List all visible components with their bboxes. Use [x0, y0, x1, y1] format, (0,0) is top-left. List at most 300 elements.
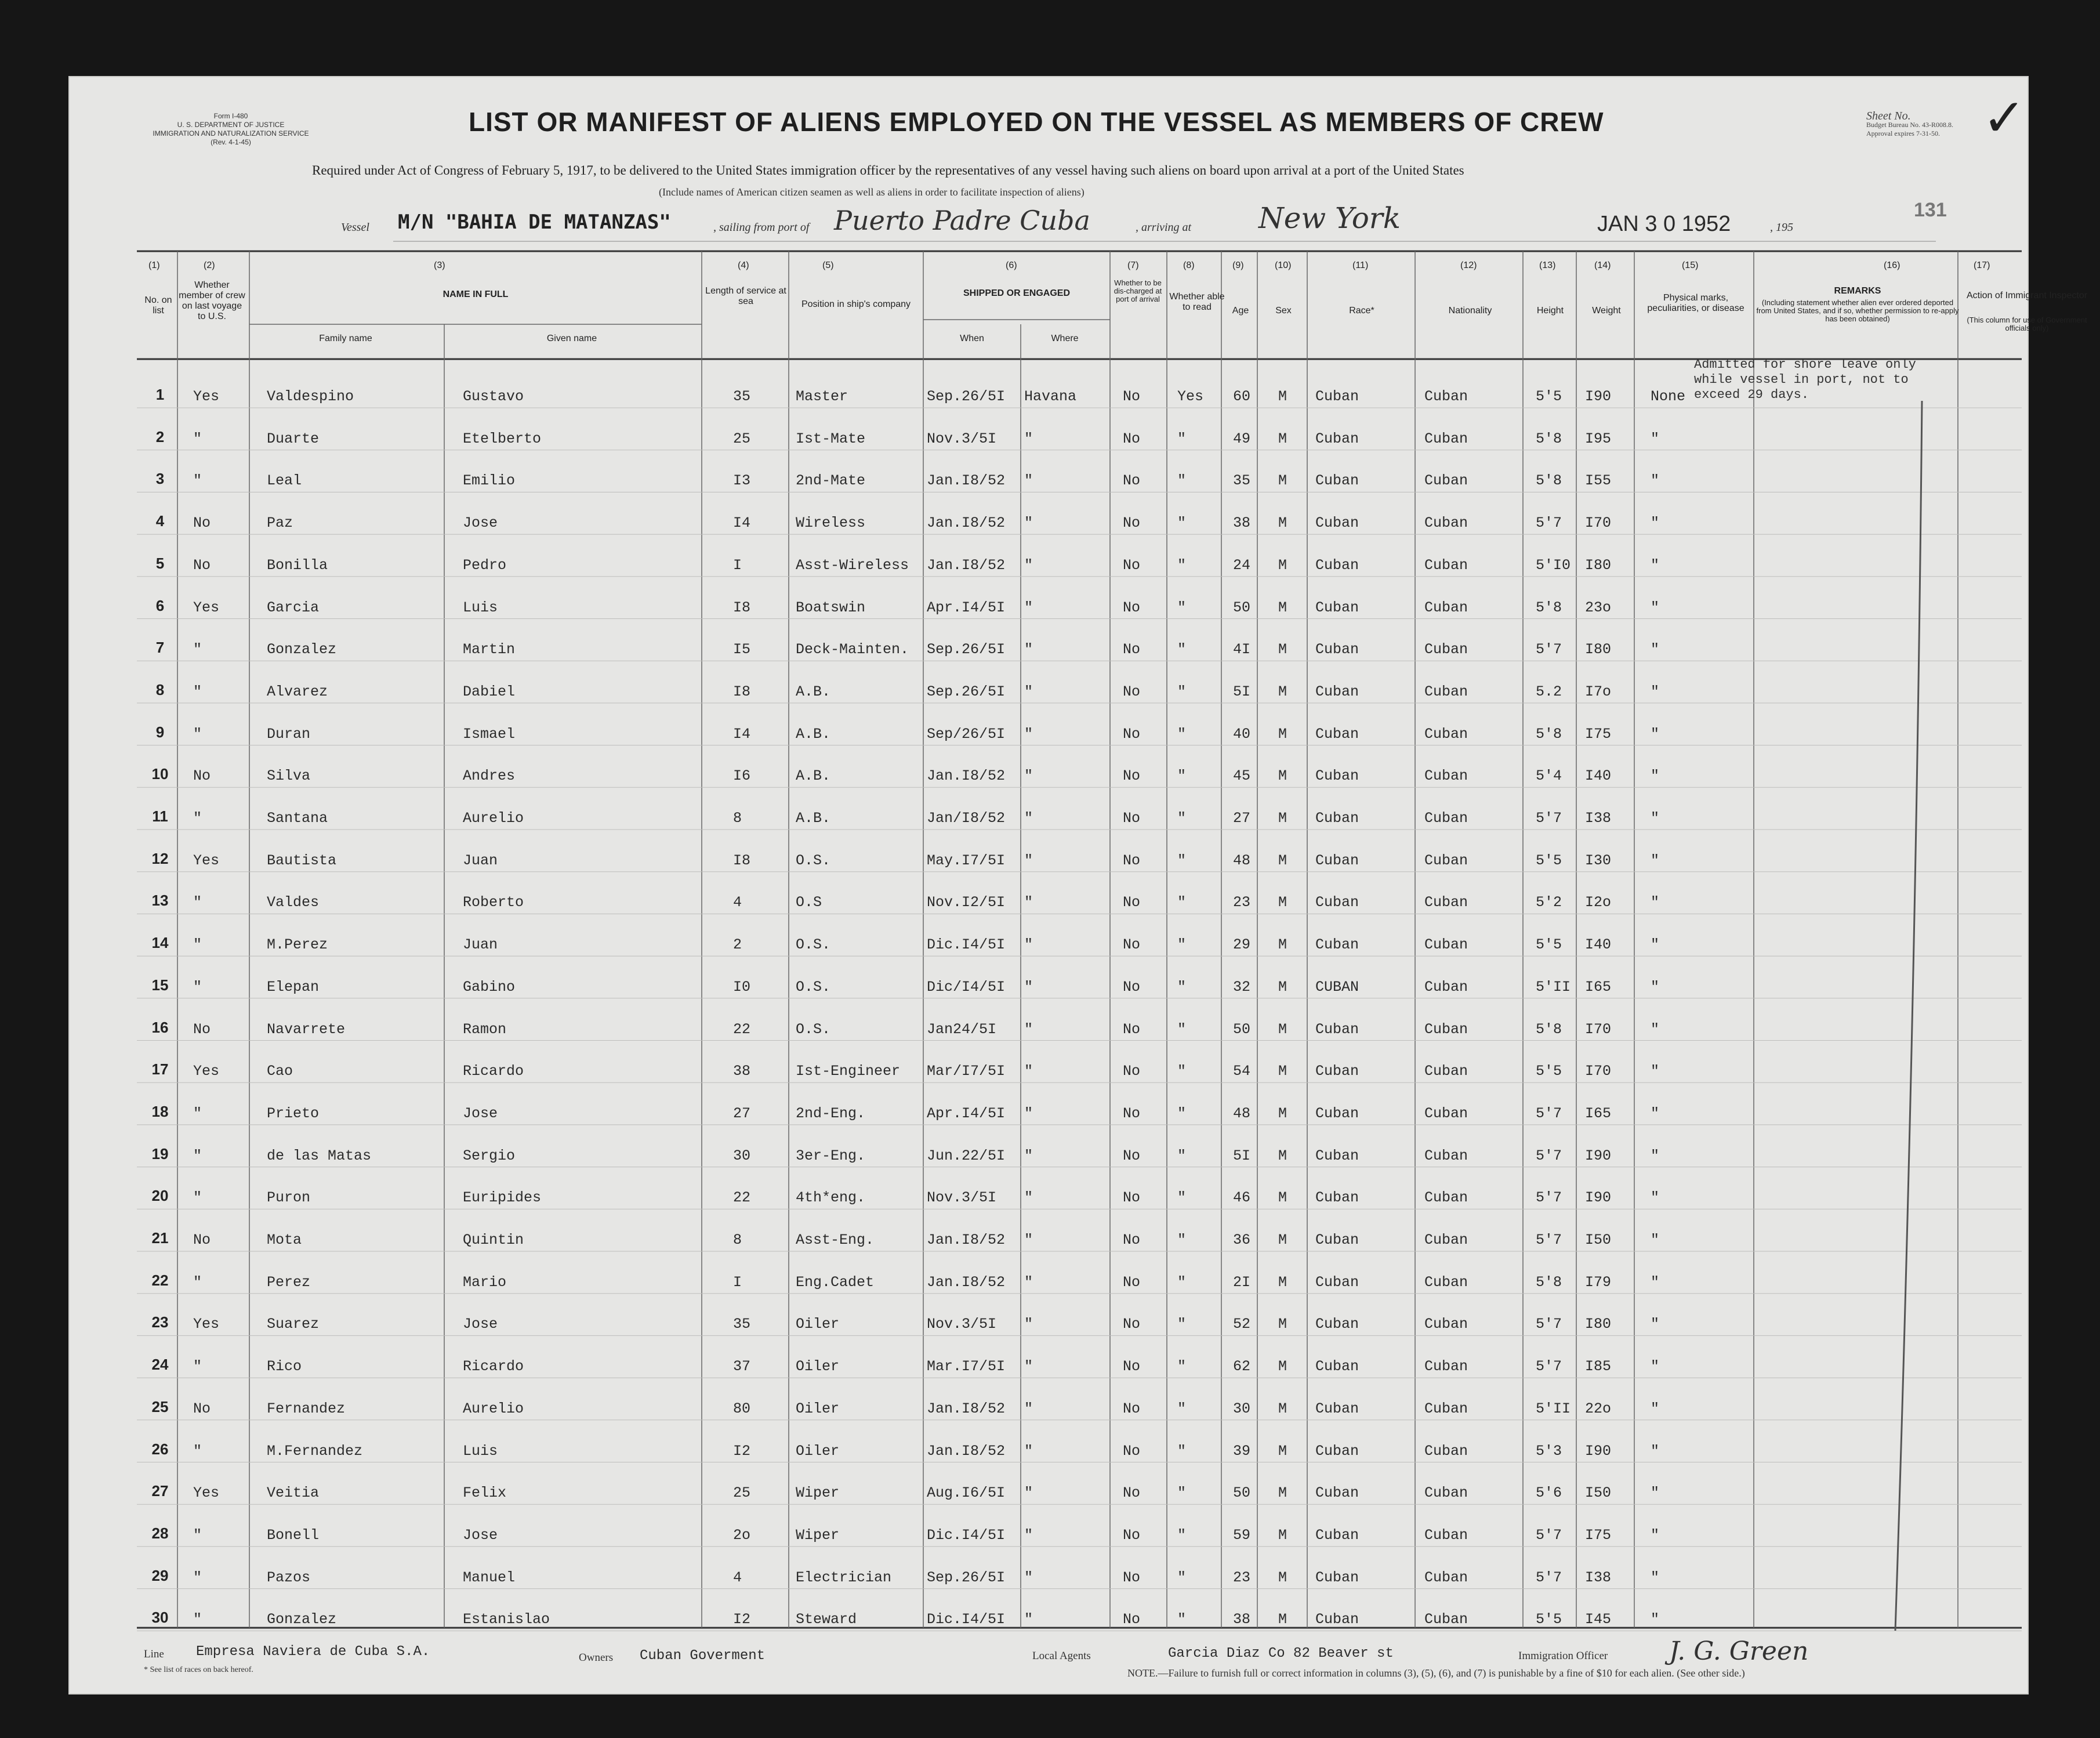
- height-cell: 5'7: [1536, 1358, 1562, 1375]
- nationality-cell: Cuban: [1424, 388, 1468, 405]
- header-able-to-read: Whether able to read: [1169, 292, 1225, 312]
- row-number: 5: [155, 554, 165, 572]
- shipped-where-cell: ": [1024, 1147, 1033, 1164]
- last-voyage-cell: ": [193, 1611, 202, 1628]
- family-name-cell: Paz: [267, 515, 293, 532]
- sex-cell: M: [1278, 1484, 1287, 1502]
- position-cell: Electrician: [796, 1569, 892, 1586]
- service-length-cell: 22: [733, 1189, 751, 1207]
- discharged-cell: No: [1123, 1569, 1141, 1586]
- physical-marks-cell: ": [1651, 767, 1660, 785]
- physical-marks-cell: ": [1651, 978, 1660, 995]
- discharged-cell: No: [1123, 1189, 1141, 1207]
- row-number: 18: [151, 1102, 169, 1120]
- arriving-label: , arriving at: [1136, 221, 1192, 234]
- family-name-cell: Garcia: [267, 599, 320, 616]
- row-number: 10: [151, 765, 169, 783]
- nationality-cell: Cuban: [1424, 894, 1468, 911]
- service-length-cell: 8: [733, 810, 742, 827]
- physical-marks-cell: ": [1651, 1232, 1660, 1248]
- last-voyage-cell: No: [193, 556, 211, 574]
- nationality-cell: Cuban: [1424, 1020, 1468, 1038]
- race-cell: Cuban: [1315, 1063, 1359, 1080]
- discharged-cell: No: [1123, 1273, 1141, 1291]
- given-name-cell: Jose: [463, 1105, 498, 1122]
- discharged-cell: No: [1123, 556, 1141, 574]
- shipped-when-cell: Jan.I8/52: [927, 1400, 1006, 1417]
- shipped-when-cell: Jan.I8/52: [927, 767, 1006, 785]
- nationality-cell: Cuban: [1424, 1442, 1468, 1460]
- header-nationality: Nationality: [1448, 306, 1492, 316]
- height-cell: 5'5: [1536, 1063, 1562, 1080]
- row-number: 3: [155, 470, 165, 488]
- weight-cell: I38: [1585, 1569, 1612, 1586]
- nationality-cell: Cuban: [1424, 1400, 1468, 1417]
- row-number: 14: [151, 934, 169, 952]
- col-number: (16): [1884, 260, 1900, 270]
- shipped-where-cell: ": [1024, 767, 1033, 785]
- position-cell: 3er-Eng.: [796, 1147, 866, 1164]
- shipped-when-cell: Jan24/5I: [927, 1020, 997, 1038]
- discharged-cell: No: [1123, 599, 1141, 616]
- sex-cell: M: [1278, 1526, 1287, 1544]
- col-number: (12): [1460, 260, 1477, 270]
- year-suffix: , 195: [1770, 221, 1793, 234]
- discharged-cell: No: [1123, 430, 1141, 447]
- weight-cell: I70: [1585, 1020, 1612, 1038]
- service-length-cell: I4: [733, 725, 751, 743]
- discharged-cell: No: [1123, 1316, 1141, 1333]
- shipped-where-cell: ": [1024, 1063, 1033, 1080]
- age-cell: 29: [1233, 936, 1251, 954]
- position-cell: Ist-Mate: [796, 430, 866, 447]
- given-name-cell: Ramon: [463, 1020, 507, 1038]
- service-length-cell: I: [733, 1273, 742, 1291]
- family-name-cell: Prieto: [267, 1105, 320, 1122]
- physical-marks-cell: ": [1651, 1316, 1660, 1333]
- row-number: 1: [155, 386, 165, 403]
- physical-marks-cell: ": [1651, 1400, 1660, 1417]
- age-cell: 24: [1233, 556, 1251, 574]
- shipped-when-cell: Dic.I4/5I: [927, 1526, 1006, 1544]
- sex-cell: M: [1278, 1020, 1287, 1038]
- position-cell: Asst-Eng.: [796, 1232, 875, 1248]
- shipped-where-cell: ": [1024, 683, 1033, 700]
- discharged-cell: No: [1123, 1147, 1141, 1164]
- position-cell: Wiper: [796, 1484, 840, 1502]
- last-voyage-cell: ": [193, 430, 202, 447]
- height-cell: 5'I0: [1536, 556, 1571, 574]
- race-cell: Cuban: [1315, 1147, 1359, 1164]
- family-name-cell: Elepan: [267, 978, 320, 995]
- nationality-cell: Cuban: [1424, 810, 1468, 827]
- last-voyage-cell: ": [193, 641, 202, 658]
- weight-cell: I38: [1585, 810, 1612, 827]
- shipped-when-cell: Dic.I4/5I: [927, 1611, 1006, 1628]
- discharged-cell: No: [1123, 388, 1141, 405]
- given-name-cell: Roberto: [463, 894, 524, 911]
- row-number: 29: [151, 1566, 169, 1584]
- sex-cell: M: [1278, 1232, 1287, 1248]
- sailing-label: , sailing from port of: [713, 221, 810, 234]
- shipped-where-cell: ": [1024, 725, 1033, 743]
- discharged-cell: No: [1123, 1484, 1141, 1502]
- sex-cell: M: [1278, 767, 1287, 785]
- shipped-where-cell: ": [1024, 1484, 1033, 1502]
- sex-cell: M: [1278, 472, 1287, 490]
- nationality-cell: Cuban: [1424, 978, 1468, 995]
- subtitle-note: (Include names of American citizen seamen as well as aliens in order to facilitate inspection of aliens): [659, 186, 1085, 198]
- height-cell: 5'5: [1536, 852, 1562, 869]
- height-cell: 5'8: [1536, 472, 1562, 490]
- sex-cell: M: [1278, 683, 1287, 700]
- sex-cell: M: [1278, 852, 1287, 869]
- age-cell: 50: [1233, 1020, 1251, 1038]
- able-to-read-cell: ": [1177, 767, 1187, 785]
- given-name-cell: Juan: [463, 852, 498, 869]
- physical-marks-cell: ": [1651, 810, 1660, 827]
- header-sex: Sex: [1275, 306, 1292, 316]
- subtitle: Required under Act of Congress of February 5, 1917, to be delivered to the United States immigration officer by the representatives of any vessel having such aliens on board upon arrival at a port of the United States: [312, 163, 1464, 178]
- height-cell: 5'8: [1536, 599, 1562, 616]
- row-number: 20: [151, 1187, 169, 1205]
- nationality-cell: Cuban: [1424, 1569, 1468, 1586]
- able-to-read-cell: ": [1177, 1105, 1187, 1122]
- shipped-when-cell: Mar/I7/5I: [927, 1063, 1006, 1080]
- weight-cell: I95: [1585, 430, 1612, 447]
- header-length-of-service: Length of service at sea: [705, 286, 786, 306]
- weight-cell: I40: [1585, 767, 1612, 785]
- sex-cell: M: [1278, 1189, 1287, 1207]
- physical-marks-cell: ": [1651, 683, 1660, 700]
- position-cell: A.B.: [796, 683, 831, 700]
- given-name-cell: Euripides: [463, 1189, 542, 1207]
- height-cell: 5'8: [1536, 725, 1562, 743]
- sex-cell: M: [1278, 1147, 1287, 1164]
- given-name-cell: Ricardo: [463, 1358, 524, 1375]
- discharged-cell: No: [1123, 1400, 1141, 1417]
- race-cell: Cuban: [1315, 852, 1359, 869]
- header-remarks-note: (Including statement whether alien ever ordered deported from United States, and if so, whether permission to re-apply has been obtained): [1756, 298, 1959, 323]
- age-cell: 35: [1233, 472, 1251, 490]
- col-number: (4): [738, 260, 749, 270]
- position-cell: Oiler: [796, 1400, 840, 1417]
- height-cell: 5'5: [1536, 936, 1562, 954]
- agents-label: Local Agents: [1032, 1650, 1091, 1662]
- age-cell: 50: [1233, 1484, 1251, 1502]
- nationality-cell: Cuban: [1424, 683, 1468, 700]
- row-number: 8: [155, 680, 165, 698]
- given-name-cell: Jose: [463, 1526, 498, 1544]
- race-cell: Cuban: [1315, 430, 1359, 447]
- fine-note: NOTE.—Failure to furnish full or correct information in columns (3), (5), (6), and (7) is punishable by a fine of $10 for each alien. (See other side.): [1127, 1667, 1745, 1679]
- able-to-read-cell: ": [1177, 1358, 1187, 1375]
- given-name-cell: Aurelio: [463, 810, 524, 827]
- nationality-cell: Cuban: [1424, 1316, 1468, 1333]
- given-name-cell: Dabiel: [463, 683, 516, 700]
- age-cell: 39: [1233, 1442, 1251, 1460]
- service-length-cell: 4: [733, 1569, 742, 1586]
- family-name-cell: de las Matas: [267, 1147, 372, 1164]
- race-cell: Cuban: [1315, 1105, 1359, 1122]
- row-number: 6: [155, 596, 165, 614]
- able-to-read-cell: ": [1177, 1232, 1187, 1248]
- weight-cell: I55: [1585, 472, 1612, 490]
- race-cell: Cuban: [1315, 388, 1359, 405]
- page-number-stamp: 131: [1914, 199, 1947, 221]
- position-cell: Eng.Cadet: [796, 1273, 875, 1291]
- able-to-read-cell: ": [1177, 1526, 1187, 1544]
- race-cell: Cuban: [1315, 641, 1359, 658]
- height-cell: 5'II: [1536, 978, 1571, 995]
- shipped-where-cell: ": [1024, 641, 1033, 658]
- shipped-where-cell: ": [1024, 1232, 1033, 1248]
- shipped-when-cell: Sep.26/5I: [927, 641, 1006, 658]
- physical-marks-cell: ": [1651, 472, 1660, 490]
- family-name-cell: Perez: [267, 1273, 311, 1291]
- from-port: Puerto Padre Cuba: [834, 205, 1090, 236]
- last-voyage-cell: No: [193, 515, 211, 532]
- shipped-where-cell: ": [1024, 472, 1033, 490]
- last-voyage-cell: Yes: [193, 1316, 220, 1333]
- last-voyage-cell: ": [193, 1189, 202, 1207]
- shipped-where-cell: ": [1024, 936, 1033, 954]
- given-name-cell: Pedro: [463, 556, 507, 574]
- sex-cell: M: [1278, 430, 1287, 447]
- discharged-cell: No: [1123, 767, 1141, 785]
- department: U. S. DEPARTMENT OF JUSTICE: [177, 121, 285, 129]
- sex-cell: M: [1278, 515, 1287, 532]
- service-length-cell: I: [733, 556, 742, 574]
- nationality-cell: Cuban: [1424, 1273, 1468, 1291]
- row-number: 15: [151, 976, 169, 994]
- able-to-read-cell: ": [1177, 515, 1187, 532]
- race-cell: CUBAN: [1315, 978, 1359, 995]
- race-cell: Cuban: [1315, 1273, 1359, 1291]
- service-length-cell: 38: [733, 1063, 751, 1080]
- sheet-label: Sheet No.: [1866, 110, 1911, 122]
- height-cell: 5'7: [1536, 641, 1562, 658]
- race-cell: Cuban: [1315, 1358, 1359, 1375]
- header-height: Height: [1536, 306, 1564, 316]
- family-name-cell: Puron: [267, 1189, 311, 1207]
- weight-cell: I50: [1585, 1232, 1612, 1248]
- shipped-where-cell: ": [1024, 1273, 1033, 1291]
- given-name-cell: Martin: [463, 641, 516, 658]
- age-cell: 30: [1233, 1400, 1251, 1417]
- age-cell: 27: [1233, 810, 1251, 827]
- revision: (Rev. 4-1-45): [211, 138, 251, 146]
- sex-cell: M: [1278, 556, 1287, 574]
- race-cell: Cuban: [1315, 1232, 1359, 1248]
- shipped-when-cell: Sep.26/5I: [927, 683, 1006, 700]
- discharged-cell: No: [1123, 515, 1141, 532]
- discharged-cell: No: [1123, 1105, 1141, 1122]
- weight-cell: I65: [1585, 1105, 1612, 1122]
- able-to-read-cell: ": [1177, 1147, 1187, 1164]
- col-number: (10): [1275, 260, 1292, 270]
- sex-cell: M: [1278, 388, 1287, 405]
- last-voyage-cell: No: [193, 1400, 211, 1417]
- last-voyage-cell: ": [193, 894, 202, 911]
- header-race: Race*: [1349, 306, 1374, 316]
- row-number: 17: [151, 1060, 169, 1078]
- shipped-when-cell: Mar.I7/5I: [927, 1358, 1006, 1375]
- last-voyage-cell: ": [193, 1147, 202, 1164]
- header-position: Position in ship's company: [801, 299, 911, 309]
- service-length-cell: 2: [733, 936, 742, 954]
- service-length-cell: I2: [733, 1442, 751, 1460]
- last-voyage-cell: Yes: [193, 599, 220, 616]
- height-cell: 5'II: [1536, 1400, 1571, 1417]
- row-number: 30: [151, 1609, 169, 1627]
- weight-cell: I70: [1585, 515, 1612, 532]
- weight-cell: I90: [1585, 388, 1612, 405]
- weight-cell: I80: [1585, 556, 1612, 574]
- shipped-when-cell: Nov.3/5I: [927, 1316, 997, 1333]
- given-name-cell: Luis: [463, 1442, 498, 1460]
- service-length-cell: I4: [733, 515, 751, 532]
- to-port: New York: [1258, 201, 1401, 235]
- shipped-when-cell: Nov.3/5I: [927, 1189, 997, 1207]
- physical-marks-cell: ": [1651, 556, 1660, 574]
- nationality-cell: Cuban: [1424, 430, 1468, 447]
- row-number: 28: [151, 1524, 169, 1542]
- family-name-cell: Fernandez: [267, 1400, 346, 1417]
- shipped-when-cell: Jan.I8/52: [927, 1273, 1006, 1291]
- age-cell: 38: [1233, 1611, 1251, 1628]
- weight-cell: I50: [1585, 1484, 1612, 1502]
- family-name-cell: Duarte: [267, 430, 320, 447]
- able-to-read-cell: ": [1177, 1484, 1187, 1502]
- able-to-read-cell: ": [1177, 1273, 1187, 1291]
- service-length-cell: 2o: [733, 1526, 751, 1544]
- arrival-date-stamp: JAN 3 0 1952: [1597, 212, 1731, 236]
- family-name-cell: Duran: [267, 725, 311, 743]
- last-voyage-cell: ": [193, 725, 202, 743]
- position-cell: O.S.: [796, 936, 831, 954]
- height-cell: 5'7: [1536, 810, 1562, 827]
- check-mark-icon: ✓: [1982, 88, 2026, 149]
- discharged-cell: No: [1123, 1611, 1141, 1628]
- race-cell: Cuban: [1315, 1400, 1359, 1417]
- service-length-cell: 27: [733, 1105, 751, 1122]
- row-number: 2: [155, 428, 165, 446]
- physical-marks-cell: ": [1651, 1569, 1660, 1586]
- shipped-where-cell: ": [1024, 1611, 1033, 1628]
- shipped-when-cell: Sep.26/5I: [927, 388, 1006, 405]
- age-cell: 54: [1233, 1063, 1251, 1080]
- given-name-cell: Etelberto: [463, 430, 542, 447]
- discharged-cell: No: [1123, 1442, 1141, 1460]
- remarks-text: Admitted for shore leave only while vessel in port, not to exceed 29 days.: [1694, 357, 1916, 402]
- age-cell: 2I: [1233, 1273, 1251, 1291]
- row-number: 11: [152, 808, 168, 825]
- given-name-cell: Ricardo: [463, 1063, 524, 1080]
- shipped-where-cell: ": [1024, 1316, 1033, 1333]
- age-cell: 23: [1233, 894, 1251, 911]
- nationality-cell: Cuban: [1424, 641, 1468, 658]
- height-cell: 5'8: [1536, 1273, 1562, 1291]
- height-cell: 5'5: [1536, 388, 1562, 405]
- age-cell: 49: [1233, 430, 1251, 447]
- shipped-when-cell: Jan/I8/52: [927, 810, 1006, 827]
- age-cell: 4I: [1233, 641, 1251, 658]
- able-to-read-cell: ": [1177, 472, 1187, 490]
- given-name-cell: Aurelio: [463, 1400, 524, 1417]
- col-number: (11): [1352, 260, 1369, 270]
- nationality-cell: Cuban: [1424, 1147, 1468, 1164]
- physical-marks-cell: ": [1651, 515, 1660, 532]
- shipped-where-cell: ": [1024, 1526, 1033, 1544]
- height-cell: 5'2: [1536, 894, 1562, 911]
- row-number: 24: [151, 1356, 169, 1374]
- race-cell: Cuban: [1315, 1316, 1359, 1333]
- height-cell: 5'7: [1536, 1316, 1562, 1333]
- sex-cell: M: [1278, 810, 1287, 827]
- sex-cell: M: [1278, 599, 1287, 616]
- physical-marks-cell: ": [1651, 1526, 1660, 1544]
- weight-cell: 23o: [1585, 599, 1612, 616]
- header-where: Where: [1051, 334, 1079, 343]
- form-number: Form I-480: [213, 112, 248, 120]
- line-value: Empresa Naviera de Cuba S.A.: [196, 1644, 430, 1660]
- physical-marks-cell: ": [1651, 725, 1660, 743]
- shipped-where-cell: ": [1024, 978, 1033, 995]
- nationality-cell: Cuban: [1424, 936, 1468, 954]
- family-name-cell: Gonzalez: [267, 641, 337, 658]
- race-cell: Cuban: [1315, 1189, 1359, 1207]
- manifest-sheet: [68, 76, 2088, 1694]
- weight-cell: I30: [1585, 852, 1612, 869]
- height-cell: 5'7: [1536, 1189, 1562, 1207]
- able-to-read-cell: ": [1177, 599, 1187, 616]
- sex-cell: M: [1278, 1442, 1287, 1460]
- weight-cell: I2o: [1585, 894, 1612, 911]
- weight-cell: I90: [1585, 1147, 1612, 1164]
- row-number: 23: [151, 1313, 169, 1331]
- physical-marks-cell: ": [1651, 430, 1660, 447]
- race-cell: Cuban: [1315, 894, 1359, 911]
- age-cell: 52: [1233, 1316, 1251, 1333]
- family-name-cell: Cao: [267, 1063, 293, 1080]
- header-shipped-engaged: SHIPPED OR ENGAGED: [963, 288, 1071, 298]
- service-length-cell: 35: [733, 1316, 751, 1333]
- family-name-cell: Navarrete: [267, 1020, 346, 1038]
- col-number: (3): [434, 260, 445, 270]
- sex-cell: M: [1278, 894, 1287, 911]
- row-number: 12: [151, 849, 169, 867]
- position-cell: Ist-Engineer: [796, 1063, 901, 1080]
- nationality-cell: Cuban: [1424, 1063, 1468, 1080]
- shipped-when-cell: Dic.I4/5I: [927, 936, 1006, 954]
- age-cell: 32: [1233, 978, 1251, 995]
- race-cell: Cuban: [1315, 1526, 1359, 1544]
- shipped-where-cell: ": [1024, 1105, 1033, 1122]
- budget-number: Budget Bureau No. 43-R008.8.: [1866, 121, 1953, 129]
- age-cell: 38: [1233, 515, 1251, 532]
- sex-cell: M: [1278, 1063, 1287, 1080]
- nationality-cell: Cuban: [1424, 1358, 1468, 1375]
- height-cell: 5'8: [1536, 1020, 1562, 1038]
- given-name-cell: Gustavo: [463, 388, 524, 405]
- shipped-when-cell: Jun.22/5I: [927, 1147, 1006, 1164]
- age-cell: 60: [1233, 388, 1251, 405]
- height-cell: 5'5: [1536, 1611, 1562, 1628]
- position-cell: O.S.: [796, 852, 831, 869]
- last-voyage-cell: ": [193, 810, 202, 827]
- shipped-when-cell: Nov.3/5I: [927, 430, 997, 447]
